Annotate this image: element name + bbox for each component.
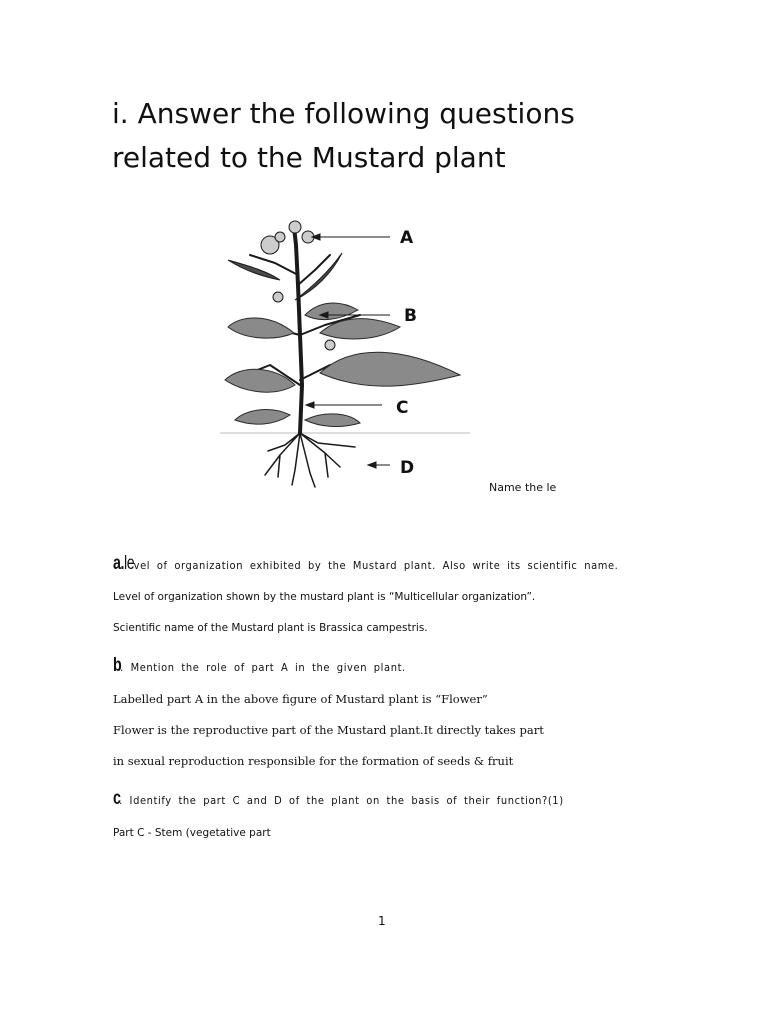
answer-a-line-2: Scientific name of the Mustard plant is Brassica campestris.: [113, 622, 428, 634]
answer-b-line-3: in sexual reproduction responsible for the formation of seeds & fruit: [113, 754, 514, 768]
leaf-bottom-left: [235, 410, 290, 425]
question-a: [113, 553, 618, 575]
flower-mid: [325, 340, 335, 350]
question-a-lead: le: [123, 553, 135, 574]
question-c-text: . Identify the part C and D of the plant on the basis of their function?(1): [119, 794, 564, 807]
question-b: [113, 655, 406, 677]
answer-c-line-1: Part C - Stem (vegetative part: [113, 827, 271, 839]
question-a-text: vel of organization exhibited by the Mustard plant. Also write its scientific name.: [133, 559, 619, 572]
leaf-right-large: [320, 352, 460, 386]
flower-top: [289, 221, 301, 233]
branch-right-upper: [298, 255, 330, 285]
mustard-plant-diagram: [220, 215, 470, 490]
question-c-marker: c: [113, 788, 121, 809]
side-note: Name the le: [489, 481, 557, 494]
label-a: A: [400, 228, 414, 248]
leaf-left-mid: [228, 318, 294, 338]
page-number: 1: [378, 914, 386, 928]
answer-b-line-2: Flower is the reproductive part of the Mustard plant.It directly takes part: [113, 723, 544, 737]
question-b-text: . Mention the role of part A in the given plant.: [120, 661, 406, 674]
leaf-bottom-right: [305, 414, 360, 427]
flower-b: [273, 292, 283, 302]
label-c: C: [396, 398, 409, 418]
stem: [294, 227, 302, 433]
page-title: i. Answer the following questions related to the Mustard plant: [112, 97, 575, 174]
question-a-marker: a.: [113, 553, 125, 574]
label-d: D: [400, 458, 415, 478]
leaf-left-lower: [225, 369, 295, 392]
answer-a-line-1: Level of organization shown by the mustard plant is “Multicellular organization”.: [113, 591, 536, 603]
answer-b-line-1: Labelled part A in the above figure of Mustard plant is “Flower”: [113, 692, 488, 706]
question-c: [113, 788, 564, 810]
flower-left-2: [275, 232, 285, 242]
label-b: B: [404, 306, 417, 326]
roots: [265, 433, 355, 487]
leaf-right-mid: [320, 319, 400, 339]
question-b-marker: b: [113, 655, 122, 676]
pod-right: [295, 253, 342, 300]
